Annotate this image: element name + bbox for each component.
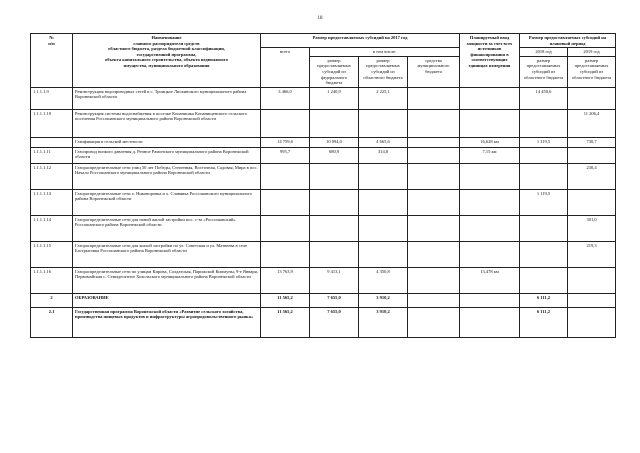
header-including: в том числе: (310, 48, 460, 57)
cell-capacity: 13,478 км (460, 267, 520, 293)
header-federal: размер предоставляемых субсидий из федерального бюджета (310, 56, 359, 87)
subsidy-table (30, 33, 616, 338)
cell-regional (359, 109, 408, 137)
cell-y2019 (568, 293, 616, 307)
cell-y2018 (520, 267, 568, 293)
cell-name: Газораспределительные сети х. Никоноровка и х. Славяика Россошанского муниципального района Воронежской области (73, 189, 261, 215)
cell-no: 1.1.1.1.12 (31, 163, 73, 189)
cell-capacity: 7,15 км (460, 147, 520, 163)
cell-regional: 2 225,1 (359, 87, 408, 109)
header-capacity: Планируемый ввод мощности за счет всех источников финансирования в соответствующих единицах измерения (460, 34, 520, 88)
cell-federal: 10 094,0 (310, 137, 359, 147)
cell-y2019: 219,3 (568, 241, 616, 267)
table-row (31, 109, 616, 137)
cell-y2019 (568, 307, 616, 337)
cell-no: 1.1.1.1.11 (31, 147, 73, 163)
cell-no (31, 137, 73, 147)
cell-y2018: 1 119,5 (520, 137, 568, 147)
cell-total: 3 466,0 (261, 87, 310, 109)
header-total: всего (261, 48, 310, 88)
cell-municipal (408, 215, 460, 241)
cell-regional (359, 215, 408, 241)
table-row (31, 241, 616, 267)
cell-no: 1.1.1.1.15 (31, 241, 73, 267)
header-regional: размер предоставляемых субсидий из областного бюджета (359, 56, 408, 87)
cell-municipal (408, 241, 460, 267)
cell-municipal (408, 109, 460, 137)
cell-capacity (460, 241, 520, 267)
cell-name: ОБРАЗОВАНИЕ (73, 293, 261, 307)
cell-name: Газопровод низкого давления д. Репное Рамонского муниципального района Воронежской области (73, 147, 261, 163)
cell-federal (310, 241, 359, 267)
cell-total (261, 189, 310, 215)
cell-federal (310, 215, 359, 241)
cell-y2019: 301,0 (568, 215, 616, 241)
cell-y2018: 1 119,5 (520, 189, 568, 215)
cell-capacity (460, 293, 520, 307)
table-row (31, 307, 616, 337)
cell-regional: 3 910,2 (359, 307, 408, 337)
cell-y2019 (568, 147, 616, 163)
cell-capacity (460, 189, 520, 215)
cell-total: 995,7 (261, 147, 310, 163)
cell-y2018 (520, 109, 568, 137)
cell-no: 1.1.1.1.9 (31, 87, 73, 109)
cell-federal: 9 413,1 (310, 267, 359, 293)
header-year-2018: 2018 год (520, 48, 568, 57)
header-number: № п/п (31, 34, 73, 88)
cell-y2019: 230,4 (568, 163, 616, 189)
cell-federal: 1 240,9 (310, 87, 359, 109)
table-row (31, 267, 616, 293)
cell-total (261, 215, 310, 241)
cell-name: Государственная программа Воронежской области «Развитие сельского хозяйства, производства пищевых продуктов и инфраструктуры агропродовольственного рынка» (73, 307, 261, 337)
cell-regional (359, 163, 408, 189)
cell-name: Реконструкция водопроводных сетей в с. Троицкое Лискинского муниципального района Воронежской области (73, 87, 261, 109)
cell-no: 1.1.1.1.14 (31, 215, 73, 241)
cell-name: Реконструкция системы водоснабжения в поселке Копанишка Копанищенского сельского поселения Россошанского муниципального района Воронежской области (73, 109, 261, 137)
cell-regional: 3 910,2 (359, 293, 408, 307)
cell-y2019 (568, 87, 616, 109)
cell-name: Газораспределительные сети для жилой застройки по ул. Советская и ул. Матвеева в селе Бастрыговка Россошанского района Воронежской области (73, 241, 261, 267)
cell-regional: 4 665,6 (359, 137, 408, 147)
header-municipal: средства муниципального бюджета (408, 56, 460, 87)
cell-municipal (408, 267, 460, 293)
cell-federal (310, 163, 359, 189)
cell-no: 1.1.1.1.13 (31, 189, 73, 215)
cell-total: 11 565,2 (261, 307, 310, 337)
cell-total: 13 763,9 (261, 267, 310, 293)
cell-total: 14 759,6 (261, 137, 310, 147)
cell-y2018 (520, 215, 568, 241)
cell-name: Газораспределительные сети для новой жилой застройки пос. с-за «Россошанский» Россошанского района Воронежской области (73, 215, 261, 241)
cell-total (261, 109, 310, 137)
cell-name: Газораспределительные сети улиц 50 лет Победы, Степенная, Восточная, Садовая, Мира в пос. Начало Россошанского муниципального района Воронежской области (73, 163, 261, 189)
cell-no: 1.1.1.1.16 (31, 267, 73, 293)
header-sub-2019: размер предоставляемых субсидий из областного бюджета (568, 56, 616, 87)
cell-y2019: 730,7 (568, 137, 616, 147)
header-name: Наименование главного распорядителя средств областного бюджета, раздела бюджетной классификации, государственной программы, объекта капитального строительства, объекта недвижимого имущества, муниципального образования (73, 34, 261, 88)
cell-municipal (408, 189, 460, 215)
header-sub-2018: размер предоставляемых субсидий из областного бюджета (520, 56, 568, 87)
cell-federal (310, 109, 359, 137)
header-subsidy-2017: Размер предоставляемых субсидий на 2017 год (261, 34, 460, 48)
cell-federal: 7 655,0 (310, 293, 359, 307)
cell-total (261, 163, 310, 189)
cell-y2018: 6 111,2 (520, 307, 568, 337)
table-row (31, 163, 616, 189)
table-body (31, 87, 616, 337)
cell-municipal (408, 137, 460, 147)
cell-capacity (460, 87, 520, 109)
header-year-2019: 2019 год (568, 48, 616, 57)
cell-municipal (408, 293, 460, 307)
cell-municipal (408, 147, 460, 163)
table-row (31, 147, 616, 163)
cell-no: 2.1 (31, 307, 73, 337)
table-row (31, 87, 616, 109)
cell-capacity: 16,628 км (460, 137, 520, 147)
cell-capacity (460, 109, 520, 137)
cell-federal: 7 655,0 (310, 307, 359, 337)
cell-y2019 (568, 267, 616, 293)
cell-regional (359, 241, 408, 267)
cell-capacity (460, 307, 520, 337)
cell-name: Газораспределительные сети по улицам Кирова, Солдатская, Парижской Коммуны, 9-е Января, Первомайская с. Семидесятное Хохольского муниципального района Воронежской области (73, 267, 261, 293)
table-row (31, 189, 616, 215)
cell-y2018 (520, 163, 568, 189)
table-row (31, 215, 616, 241)
cell-capacity (460, 215, 520, 241)
cell-name: Газификация в сельской местности (73, 137, 261, 147)
cell-total (261, 241, 310, 267)
cell-y2018 (520, 147, 568, 163)
cell-total: 11 565,2 (261, 293, 310, 307)
cell-y2019 (568, 189, 616, 215)
cell-y2018: 6 111,2 (520, 293, 568, 307)
page-number: 18 (317, 16, 323, 21)
cell-y2018 (520, 241, 568, 267)
cell-capacity (460, 163, 520, 189)
cell-federal: 680,9 (310, 147, 359, 163)
cell-no: 2 (31, 293, 73, 307)
header-planned-period: Размер предоставляемых субсидий на плановый период (520, 34, 616, 48)
cell-regional: 314,8 (359, 147, 408, 163)
cell-municipal (408, 87, 460, 109)
cell-federal (310, 189, 359, 215)
table-row (31, 137, 616, 147)
cell-y2018: 14 450,6 (520, 87, 568, 109)
cell-no: 1.1.1.1.10 (31, 109, 73, 137)
table-row (31, 293, 616, 307)
cell-regional (359, 189, 408, 215)
cell-regional: 4 350,8 (359, 267, 408, 293)
cell-y2019: 11 206,4 (568, 109, 616, 137)
cell-municipal (408, 163, 460, 189)
cell-municipal (408, 307, 460, 337)
